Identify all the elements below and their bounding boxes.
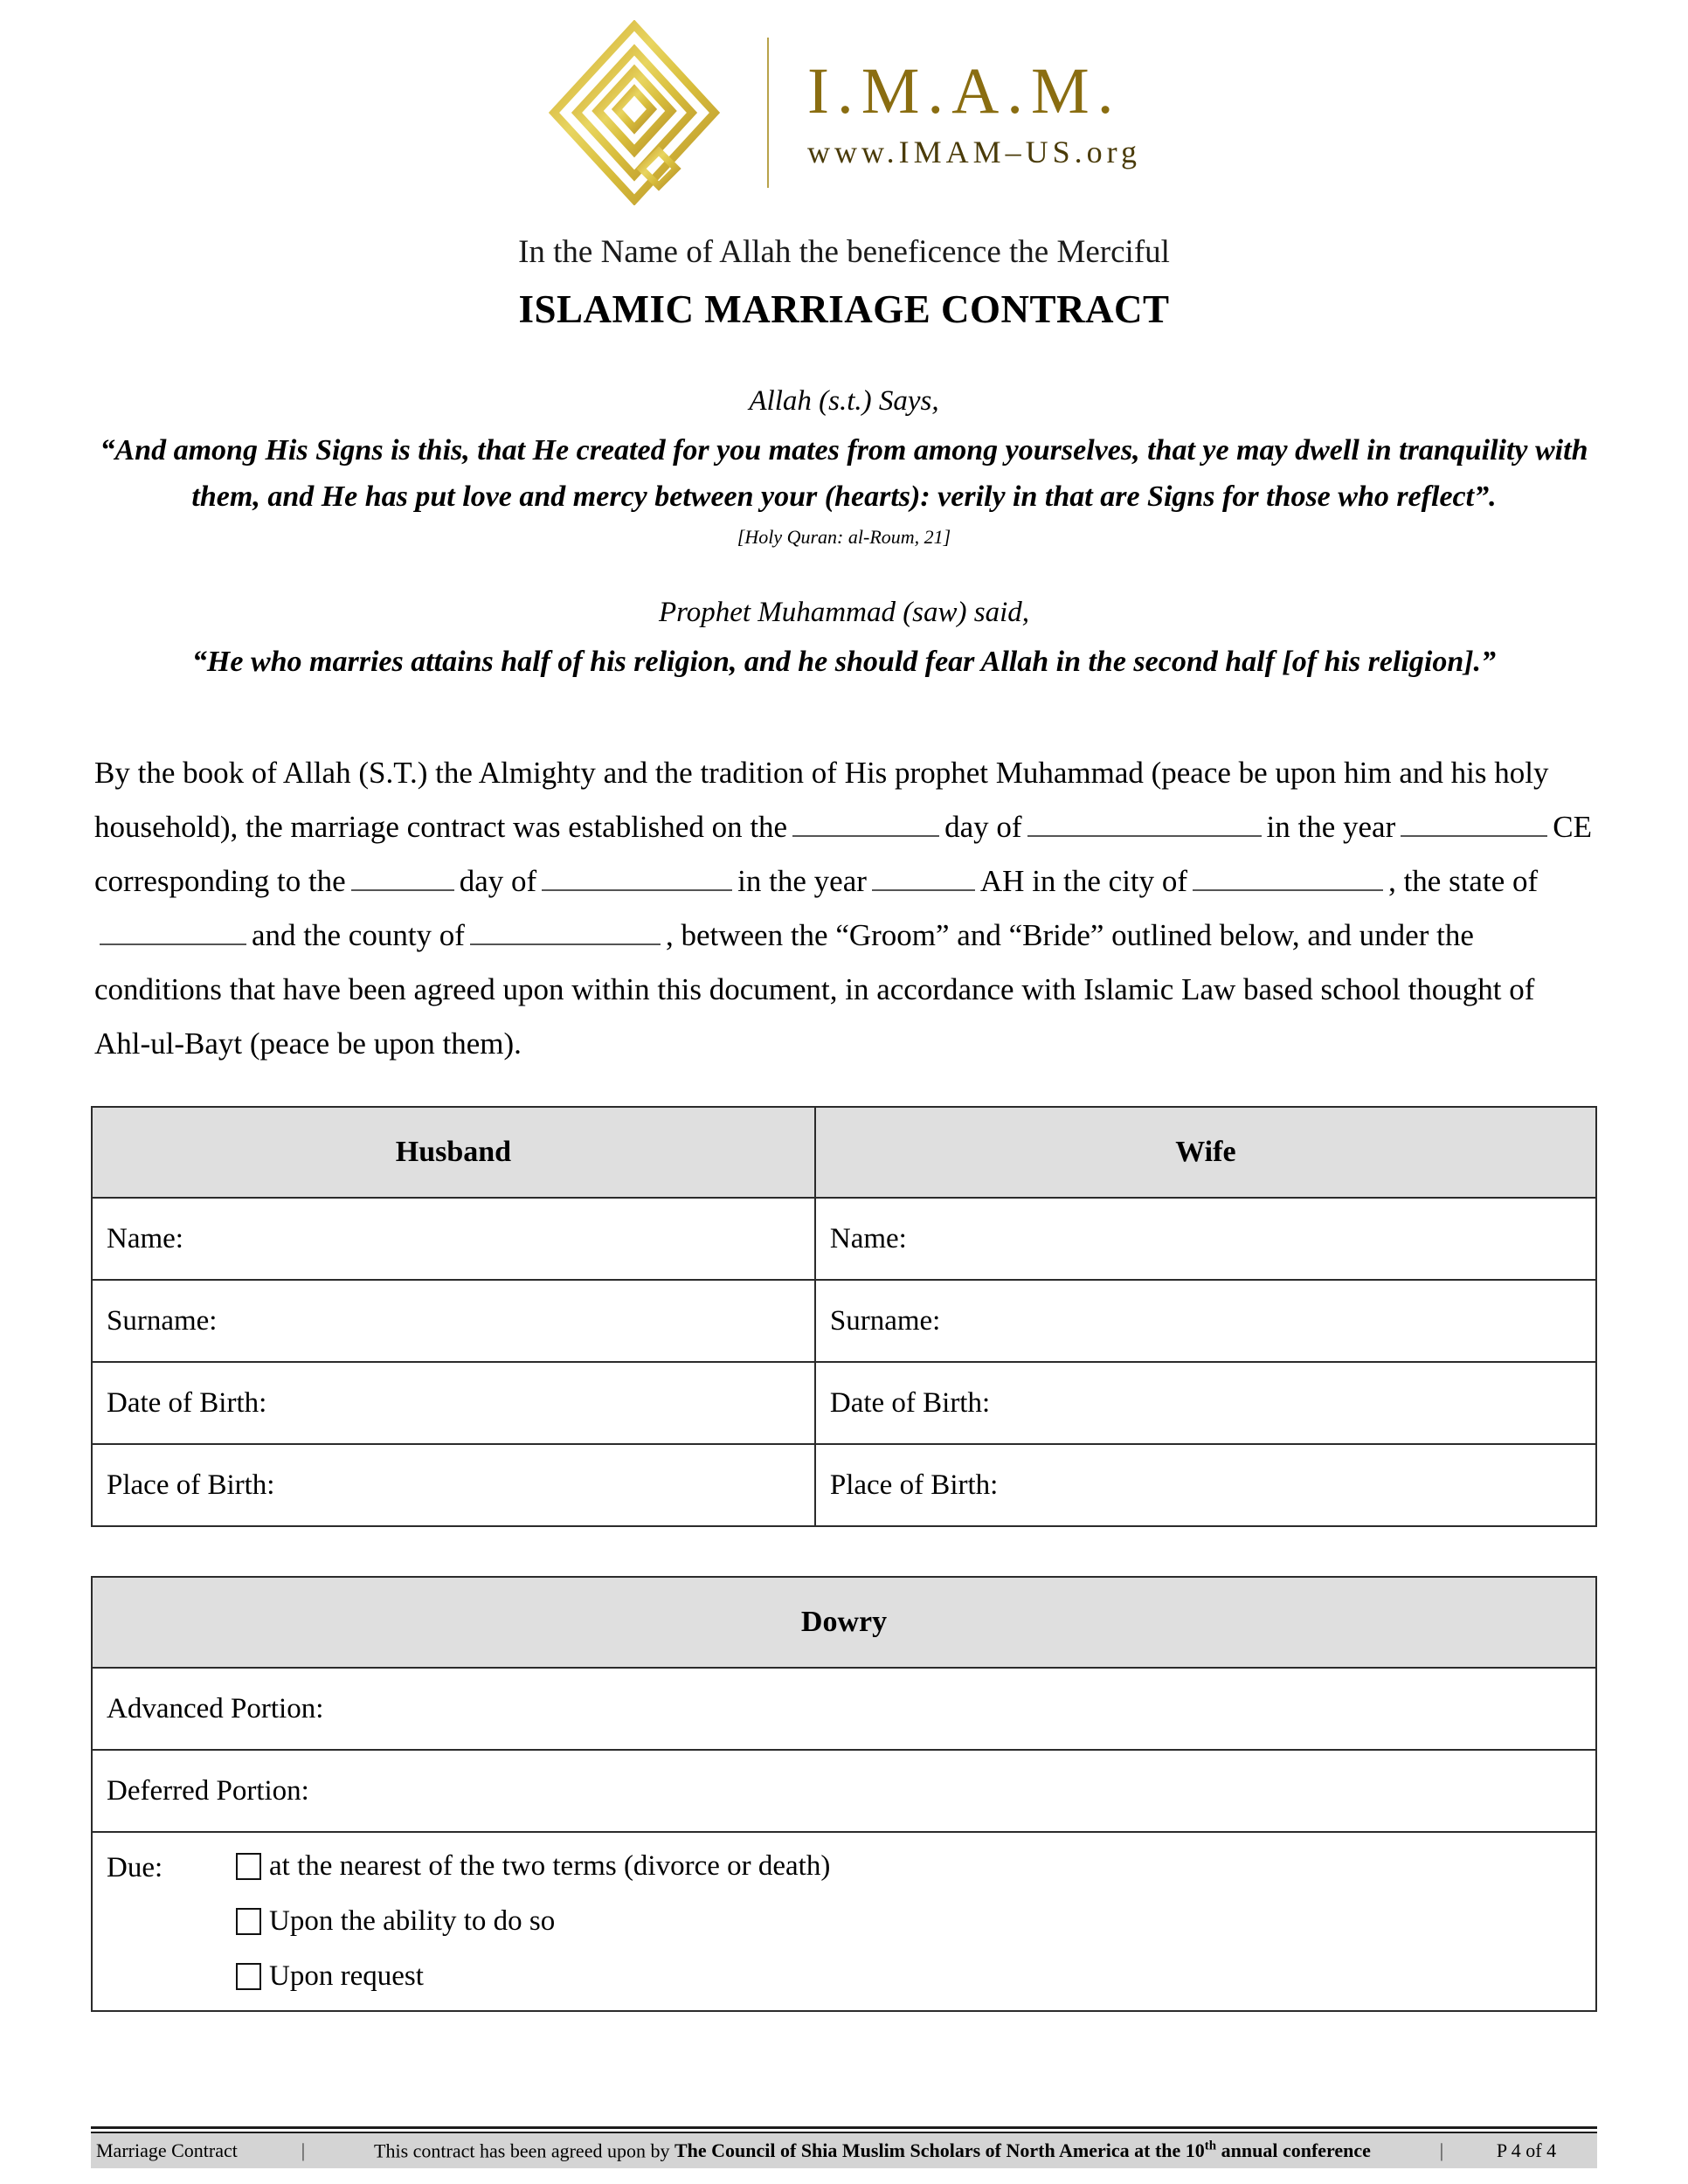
brand-name: I.M.A.M.	[806, 54, 1122, 128]
quran-quote-text: “And among His Signs is this, that He created for you mates from among yourselves, that ye may dwell in tranquility with them, and He has put love and mercy between your (hearts): verily in that are Signs for those who reflect”.	[100, 434, 1588, 513]
due-option-upon-ability[interactable]	[236, 1905, 830, 1938]
header-dowry: Dowry	[92, 1577, 1596, 1668]
brand-divider	[767, 38, 769, 188]
husband-name-field[interactable]: Name:	[92, 1198, 815, 1280]
parties-table	[91, 1106, 1597, 1527]
footer-separator-right: |	[1439, 2139, 1444, 2161]
due-option-label: at the nearest of the two terms (divorce or death)	[269, 1850, 831, 1883]
footer-council-name: The Council of Shia Muslim Scholars of North America at the 10	[674, 2139, 1205, 2162]
checkbox-icon[interactable]	[236, 1908, 261, 1935]
brand-website-url: www.IMAM–US.org	[806, 134, 1142, 169]
footer-ordinal-suffix: th	[1204, 2139, 1217, 2153]
blank-city[interactable]	[1193, 860, 1383, 891]
hadith-quote-attribution: Prophet Muhammad (saw) said,	[658, 596, 1030, 628]
due-option-nearest-of-two-terms[interactable]	[236, 1850, 830, 1883]
advanced-portion-field[interactable]: Advanced Portion:	[92, 1668, 1596, 1750]
due-option-label: Upon the ability to do so	[269, 1905, 556, 1938]
blank-year-ce[interactable]	[1401, 805, 1547, 837]
footer-conference-suffix: annual conference	[1216, 2139, 1371, 2162]
due-terms-cell	[92, 1832, 1596, 2011]
imam-diamond-maze-logo-icon	[547, 20, 722, 205]
hadith-quote-text: “He who marries attains half of his religion, and he should fear Allah in the second half [of his religion].”	[191, 645, 1497, 678]
blank-month-ah[interactable]	[542, 860, 732, 891]
wife-surname-field[interactable]: Surname:	[815, 1280, 1596, 1362]
title-block	[0, 231, 1688, 332]
body-sentence-1: By the book of Allah (S.T.) the Almighty and the tradition of His prophet Muhammad (peace be upon him and his holy household), the marriage contract was established on the	[94, 756, 1549, 845]
table-row	[92, 1668, 1596, 1750]
due-option-upon-request[interactable]	[236, 1960, 830, 1993]
blank-day-ah[interactable]	[351, 860, 454, 891]
table-row	[92, 1750, 1596, 1832]
header-wife: Wife	[815, 1107, 1596, 1198]
basmala-line: In the Name of Allah the beneficence the Merciful	[518, 234, 1170, 270]
blank-county[interactable]	[470, 914, 661, 945]
table-row	[92, 1444, 1596, 1526]
due-label: Due:	[107, 1852, 163, 1884]
checkbox-icon[interactable]	[236, 1963, 261, 1990]
table-row	[92, 1198, 1596, 1280]
brand-text	[806, 54, 1142, 169]
quran-quote-attribution: Allah (s.t.) Says,	[749, 384, 939, 417]
page-footer	[91, 2126, 1597, 2168]
table-header-row	[92, 1107, 1596, 1198]
body-sentence-8: , the state of	[1388, 864, 1539, 899]
body-sentence-2: day of	[944, 810, 1022, 845]
blank-month-ce[interactable]	[1027, 805, 1262, 837]
husband-surname-field[interactable]: Surname:	[92, 1280, 815, 1362]
dowry-header-row	[92, 1577, 1596, 1668]
footer-attribution-bold	[675, 2139, 1371, 2161]
scripture-quotes	[0, 381, 1688, 685]
blank-year-ah[interactable]	[872, 860, 975, 891]
due-option-list	[236, 1850, 830, 1993]
husband-dob-field[interactable]: Date of Birth:	[92, 1362, 815, 1444]
header-husband: Husband	[92, 1107, 815, 1198]
quote-spacer	[77, 549, 1611, 592]
document-header	[0, 0, 1688, 183]
dowry-table	[91, 1576, 1597, 2012]
wife-name-field[interactable]: Name:	[815, 1198, 1596, 1280]
contract-body-paragraph	[94, 746, 1594, 1071]
footer-attribution	[322, 2139, 1422, 2162]
quran-quote-citation: [Holy Quran: al-Roum, 21]	[737, 525, 951, 548]
husband-pob-field[interactable]: Place of Birth:	[92, 1444, 815, 1526]
body-sentence-5: day of	[459, 864, 537, 899]
body-sentence-9: and the county of	[252, 918, 465, 953]
footer-divider	[91, 2126, 1597, 2133]
table-row	[92, 1280, 1596, 1362]
wife-pob-field[interactable]: Place of Birth:	[815, 1444, 1596, 1526]
checkbox-icon[interactable]	[236, 1853, 261, 1880]
footer-document-name: Marriage Contract	[96, 2139, 238, 2161]
footer-page-number: P 4 of 4	[1496, 2139, 1557, 2161]
table-row	[92, 1832, 1596, 2011]
blank-day-ce[interactable]	[792, 805, 939, 837]
deferred-portion-field[interactable]: Deferred Portion:	[92, 1750, 1596, 1832]
body-sentence-6: in the year	[737, 864, 867, 899]
due-option-label: Upon request	[269, 1960, 424, 1993]
footer-bar	[91, 2133, 1597, 2168]
body-sentence-3: in the year	[1266, 810, 1396, 845]
body-sentence-10: , between the “Groom” and “Bride” outlined below, and under the conditions that have been agreed upon within this document, in accordance with Islamic Law based school thought of Ahl-ul-Bayt (peace be upon them).	[94, 918, 1535, 1061]
footer-separator-left: |	[301, 2139, 306, 2161]
footer-attribution-prefix: This contract has been agreed upon by	[374, 2139, 675, 2162]
body-sentence-7: AH in the city of	[979, 864, 1188, 899]
page-title: ISLAMIC MARRIAGE CONTRACT	[518, 287, 1170, 331]
body-sentence-4: CE corresponding to the	[94, 810, 1592, 899]
table-row	[92, 1362, 1596, 1444]
wife-dob-field[interactable]: Date of Birth:	[815, 1362, 1596, 1444]
blank-state[interactable]	[100, 914, 246, 945]
